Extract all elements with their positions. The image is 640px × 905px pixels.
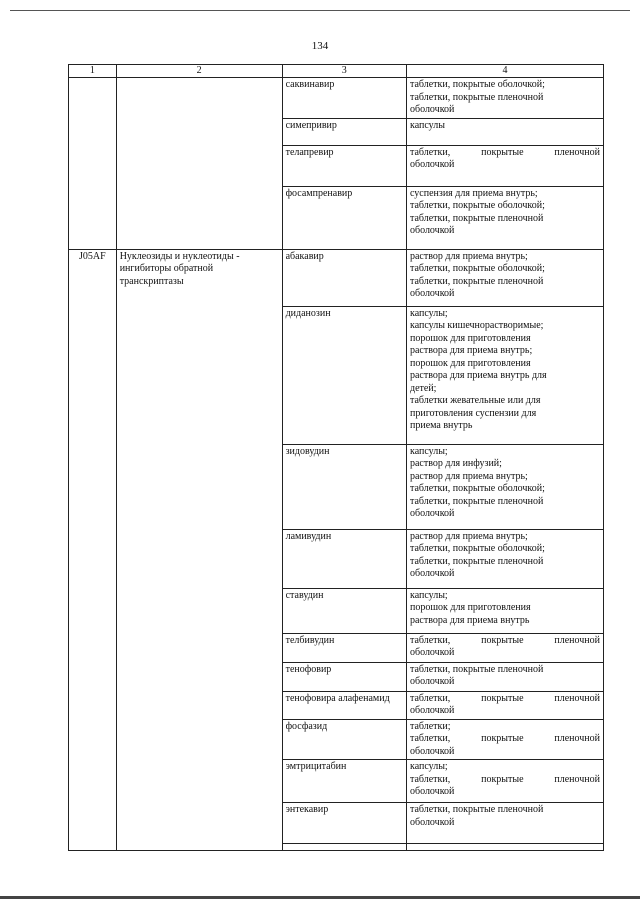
drug-name-cell: телапревир: [282, 145, 406, 186]
page-number: 134: [311, 40, 329, 52]
dosage-form-line: таблетки, покрытые оболочкой;: [409, 263, 545, 274]
dosage-form-line: таблетки, покрытые пленочной: [409, 212, 544, 224]
dosage-form-cell: [406, 118, 603, 145]
dosage-form-line: раствор для инфузий;: [409, 458, 502, 469]
dosage-form-line: таблетки, покрытые пленочной: [409, 773, 600, 785]
dosage-form-line: таблетки, покрытые пленочной: [409, 91, 544, 103]
header-col-4: 4: [406, 65, 603, 78]
dosage-form-line: оболочкой: [409, 647, 455, 658]
dosage-form-line: таблетки, покрытые оболочкой;: [409, 79, 545, 90]
drug-name-cell: ставудин: [282, 588, 406, 633]
dosage-form-line: приема внутрь: [409, 420, 473, 431]
dosage-form-cell: [406, 306, 603, 444]
dosage-form-line: таблетки, покрытые пленочной: [409, 804, 544, 815]
atc-code-cell: [69, 78, 117, 250]
dosage-form-line: капсулы;: [409, 307, 448, 319]
dosage-form-line: таблетки, покрытые оболочкой;: [409, 483, 545, 494]
header-col-1: 1: [69, 65, 117, 78]
dosage-form-line: таблетки, покрытые пленочной: [409, 495, 544, 507]
dosage-form-line: оболочкой: [409, 508, 455, 519]
drug-name-cell: абакавир: [282, 249, 406, 306]
drug-name-cell: саквинавир: [282, 78, 406, 119]
dosage-form-line: оболочкой: [409, 104, 455, 115]
dosage-form-line: капсулы кишечнорастворимые;: [409, 320, 544, 331]
dosage-form-line: раствора для приема внутрь;: [409, 345, 533, 356]
drug-name-cell: зидовудин: [282, 444, 406, 529]
dosage-form-line: таблетки жевательные или для: [409, 395, 541, 406]
dosage-form-line: таблетки, покрытые оболочкой;: [409, 200, 545, 211]
dosage-form-line: раствор для приема внутрь;: [409, 530, 528, 542]
group-name-cell: [116, 78, 282, 250]
dosage-form-line: оболочкой: [409, 568, 455, 579]
dosage-form-line: раствора для приема внутрь для: [409, 370, 547, 381]
dosage-form-cell: [406, 803, 603, 844]
table-row: [69, 78, 604, 119]
dosage-form-cell: [406, 760, 603, 803]
scan-artifact-bottom: [0, 896, 640, 899]
dosage-form-line: раствор для приема внутрь;: [409, 470, 528, 482]
group-name-cell: Нуклеозиды и нуклеотиды - ингибиторы обратной транскриптазы: [116, 249, 282, 851]
drug-name-cell: тенофовира алафенамид: [282, 691, 406, 719]
drug-table: [68, 64, 604, 851]
dosage-form-line: таблетки, покрытые оболочкой;: [409, 543, 545, 554]
drug-name-cell: эмтрицитабин: [282, 760, 406, 803]
dosage-form-line: оболочкой: [409, 159, 455, 170]
dosage-form-line: капсулы: [409, 119, 445, 131]
drug-name-cell: телбивудин: [282, 633, 406, 662]
dosage-form-line: капсулы;: [409, 761, 448, 772]
dosage-form-line: порошок для приготовления: [409, 602, 531, 613]
dosage-form-cell: [406, 588, 603, 633]
dosage-form-line: таблетки, покрытые пленочной: [409, 733, 600, 744]
dosage-form-cell: [406, 529, 603, 588]
header-col-3: 3: [282, 65, 406, 78]
dosage-form-line: таблетки, покрытые пленочной: [409, 555, 544, 567]
dosage-form-line: оболочкой: [409, 705, 455, 716]
dosage-form-cell: [406, 662, 603, 691]
dosage-form-cell: [406, 249, 603, 306]
drug-name-cell: фосфазид: [282, 719, 406, 760]
drug-name-cell: ламивудин: [282, 529, 406, 588]
drug-name-cell: тенофовир: [282, 662, 406, 691]
dosage-form-cell: [406, 633, 603, 662]
dosage-form-line: детей;: [409, 382, 437, 394]
dosage-form-cell: [406, 186, 603, 249]
dosage-form-line: таблетки, покрытые пленочной: [409, 146, 600, 158]
dosage-form-line: оболочкой: [409, 676, 455, 687]
dosage-form-line: раствора для приема внутрь: [409, 614, 530, 626]
dosage-form-line: таблетки, покрытые пленочной: [409, 275, 544, 287]
drug-name-cell: энтекавир: [282, 803, 406, 844]
dosage-form-line: капсулы;: [409, 445, 448, 457]
header-row: [69, 65, 604, 78]
dosage-form-line: оболочкой: [409, 288, 455, 299]
dosage-form-line: оболочкой: [409, 786, 455, 797]
dosage-form-line: порошок для приготовления: [409, 332, 531, 344]
dosage-form-line: таблетки, покрытые пленочной: [409, 663, 544, 675]
dosage-form-line: таблетки, покрытые пленочной: [409, 634, 600, 646]
header-col-2: 2: [116, 65, 282, 78]
atc-code-cell: J05AF: [69, 249, 117, 851]
drug-name-cell: фосампренавир: [282, 186, 406, 249]
dosage-form-line: капсулы;: [409, 589, 448, 601]
table-row: [69, 249, 604, 306]
table-body: [69, 78, 604, 851]
drug-name-cell: [282, 844, 406, 851]
dosage-form-line: суспензия для приема внутрь;: [409, 187, 538, 199]
dosage-form-cell: [406, 719, 603, 760]
dosage-form-cell: [406, 145, 603, 186]
dosage-form-cell: [406, 444, 603, 529]
dosage-form-line: оболочкой: [409, 745, 455, 757]
dosage-form-line: приготовления суспензии для: [409, 407, 537, 419]
dosage-form-cell: [406, 844, 603, 851]
dosage-form-cell: [406, 78, 603, 119]
dosage-form-line: таблетки, покрытые пленочной: [409, 692, 600, 704]
dosage-form-line: оболочкой: [409, 816, 455, 828]
dosage-form-line: таблетки;: [409, 720, 451, 732]
drug-name-cell: симепривир: [282, 118, 406, 145]
drug-name-cell: диданозин: [282, 306, 406, 444]
dosage-form-line: оболочкой: [409, 225, 455, 236]
dosage-form-line: порошок для приготовления: [409, 357, 531, 369]
scan-artifact-top: [10, 10, 630, 11]
dosage-form-line: раствор для приема внутрь;: [409, 250, 528, 262]
dosage-form-cell: [406, 691, 603, 719]
